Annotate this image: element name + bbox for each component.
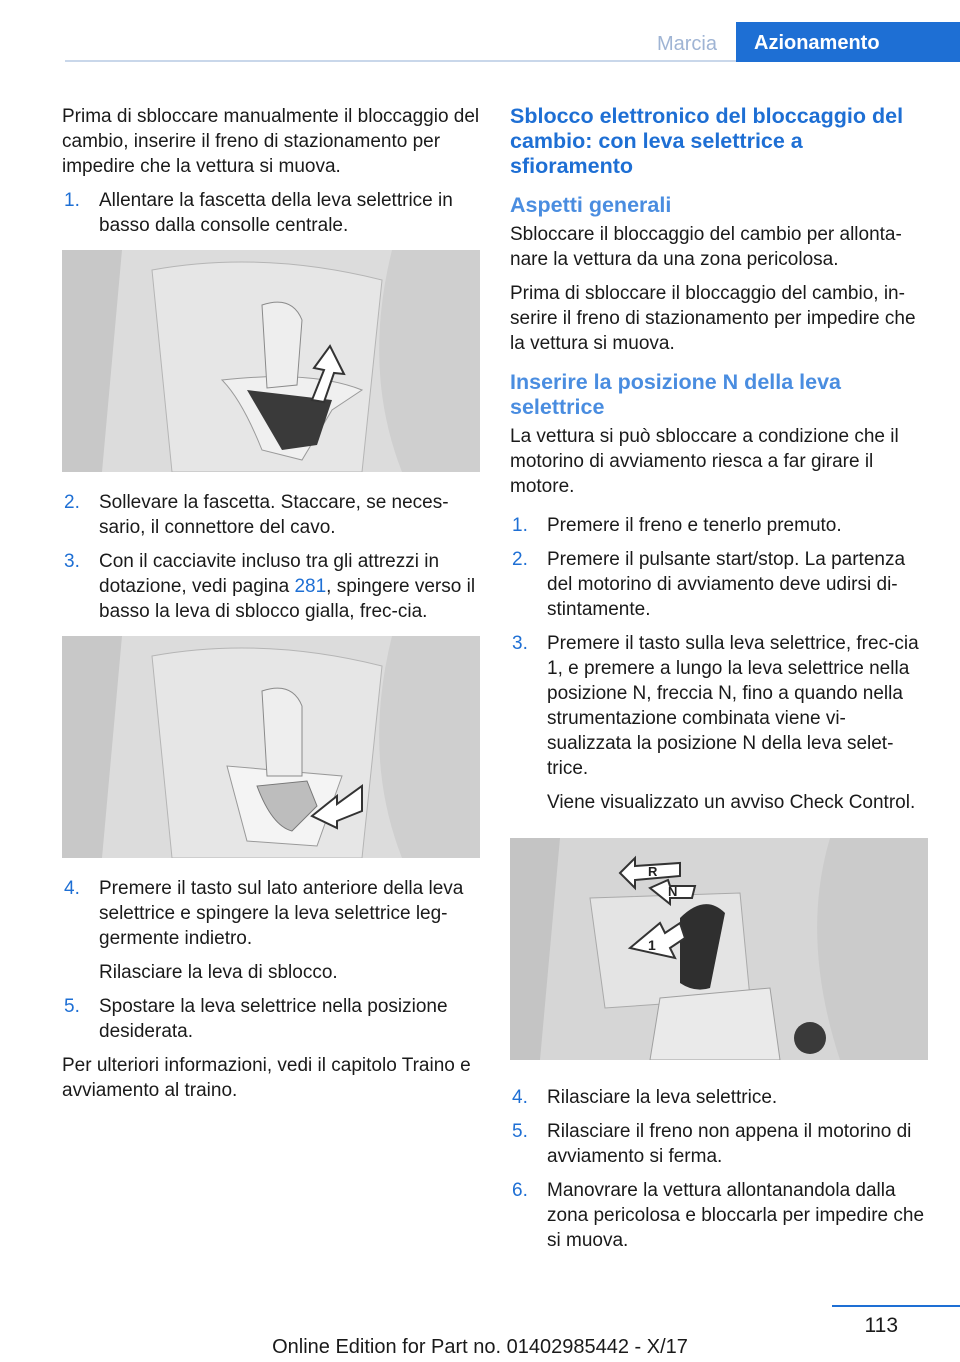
touch-selector-illustration: [510, 838, 928, 1060]
page-link[interactable]: 281: [294, 576, 327, 597]
step-number: 3.: [64, 551, 80, 572]
step-text: Premere il pulsante start/stop. La partenza del motorino di avviamento deve udirsi di‐stintamente.: [547, 549, 906, 620]
step-text: Premere il tasto sul lato anteriore della leva selettrice e spingere la leva selettrice leg‐germente indietro.: [99, 878, 464, 949]
manual-release-steps-end: [62, 876, 480, 1044]
step-text: Manovrare la vettura allontanandola dalla zona pericolosa e bloccarla per impedire che si muova.: [547, 1180, 925, 1251]
step-subtext: Viene visualizzato un avviso Check Control.: [547, 792, 916, 813]
step-number: 6.: [512, 1180, 528, 1201]
list-item: [510, 1178, 928, 1253]
step-number: 4.: [64, 878, 80, 899]
list-item: [62, 994, 480, 1044]
list-item: [510, 631, 928, 815]
step-text: Con il cacciavite incluso tra gli attrezzi in dotazione, vedi pagina: [99, 551, 440, 597]
step-text-cont: , spingere verso il basso la leva di sblocco gialla, frec‐cia.: [99, 576, 476, 622]
page-number: 113: [864, 1314, 898, 1337]
step-number: 1.: [64, 190, 80, 211]
release-lever-illustration: [62, 636, 480, 858]
manual-release-steps-cont: [62, 490, 480, 624]
step-number: 3.: [512, 633, 528, 654]
gear-lever-cover-illustration: [62, 250, 480, 472]
list-item: [62, 876, 480, 985]
arrow-label-1: 1: [648, 937, 656, 953]
right-column: [510, 104, 928, 1262]
step-text: Rilasciare il freno non appena il motorino di avviamento si ferma.: [547, 1121, 912, 1167]
paragraph: Prima di sbloccare il bloccaggio del cambio, in‐serire il freno di stazionamento per impedire che la vettura si muova.: [510, 283, 916, 354]
left-column: [62, 104, 480, 1112]
step-text: Allentare la fascetta della leva selettrice in basso dalla consolle centrale.: [99, 190, 453, 236]
heading-neutral: Inserire la posizione N della leva selettrice: [510, 370, 841, 419]
list-item: [62, 490, 480, 540]
step-text: Rilasciare la leva selettrice.: [547, 1087, 778, 1108]
step-text: Spostare la leva selettrice nella posizione desiderata.: [99, 996, 448, 1042]
step-number: 5.: [64, 996, 80, 1017]
list-item: [510, 1085, 928, 1110]
tab-azionamento[interactable]: Azionamento: [736, 22, 960, 62]
intro-paragraph: Prima di sbloccare manualmente il bloccaggio del cambio, inserire il freno di stazionamento per impedire che la vettura si muova.: [62, 106, 480, 177]
paragraph: La vettura si può sbloccare a condizione che il motorino di avviamento riesca a far girare il motore.: [510, 426, 899, 497]
manual-release-steps: [62, 188, 480, 238]
list-item: [510, 1119, 928, 1169]
step-subtext: Rilasciare la leva di sblocco.: [99, 962, 338, 983]
step-number: 5.: [512, 1121, 528, 1142]
heading-general: Aspetti generali: [510, 193, 672, 217]
step-text: Premere il tasto sulla leva selettrice, frec‐cia 1, e premere a lungo la leva selettrice nella posizione N, freccia N, fino a quando nella strumentazione combinata viene vi‐sualizzata la posizione N della leva selet‐trice.: [547, 633, 919, 779]
step-number: 2.: [64, 492, 80, 513]
step-text: Sollevare la fascetta. Staccare, se neces‐sario, il connettore del cavo.: [99, 492, 449, 538]
step-text: Premere il freno e tenerlo premuto.: [547, 515, 842, 536]
list-item: [62, 549, 480, 624]
section-title: Sblocco elettronico del bloccaggio del cambio: con leva selettrice a sfioramento: [510, 104, 904, 178]
tab-marcia[interactable]: Marcia: [656, 33, 717, 55]
footer-rule: [832, 1305, 960, 1307]
step-number: 2.: [512, 549, 528, 570]
list-item: [510, 547, 928, 622]
list-item: [510, 513, 928, 538]
arrow-label-n: N: [668, 884, 678, 899]
edition-footer: Online Edition for Part no. 01402985442 - X/17: [272, 1336, 688, 1358]
list-item: [62, 188, 480, 238]
electronic-release-steps: [510, 513, 928, 815]
paragraph: Sbloccare il bloccaggio del cambio per allonta‐nare la vettura da una zona pericolosa.: [510, 224, 902, 270]
arrow-label-r: R: [648, 864, 658, 879]
step-number: 1.: [512, 515, 528, 536]
step-number: 4.: [512, 1087, 528, 1108]
outro-paragraph: Per ulteriori informazioni, vedi il capitolo Traino e avviamento al traino.: [62, 1055, 471, 1101]
electronic-release-steps-end: [510, 1085, 928, 1253]
